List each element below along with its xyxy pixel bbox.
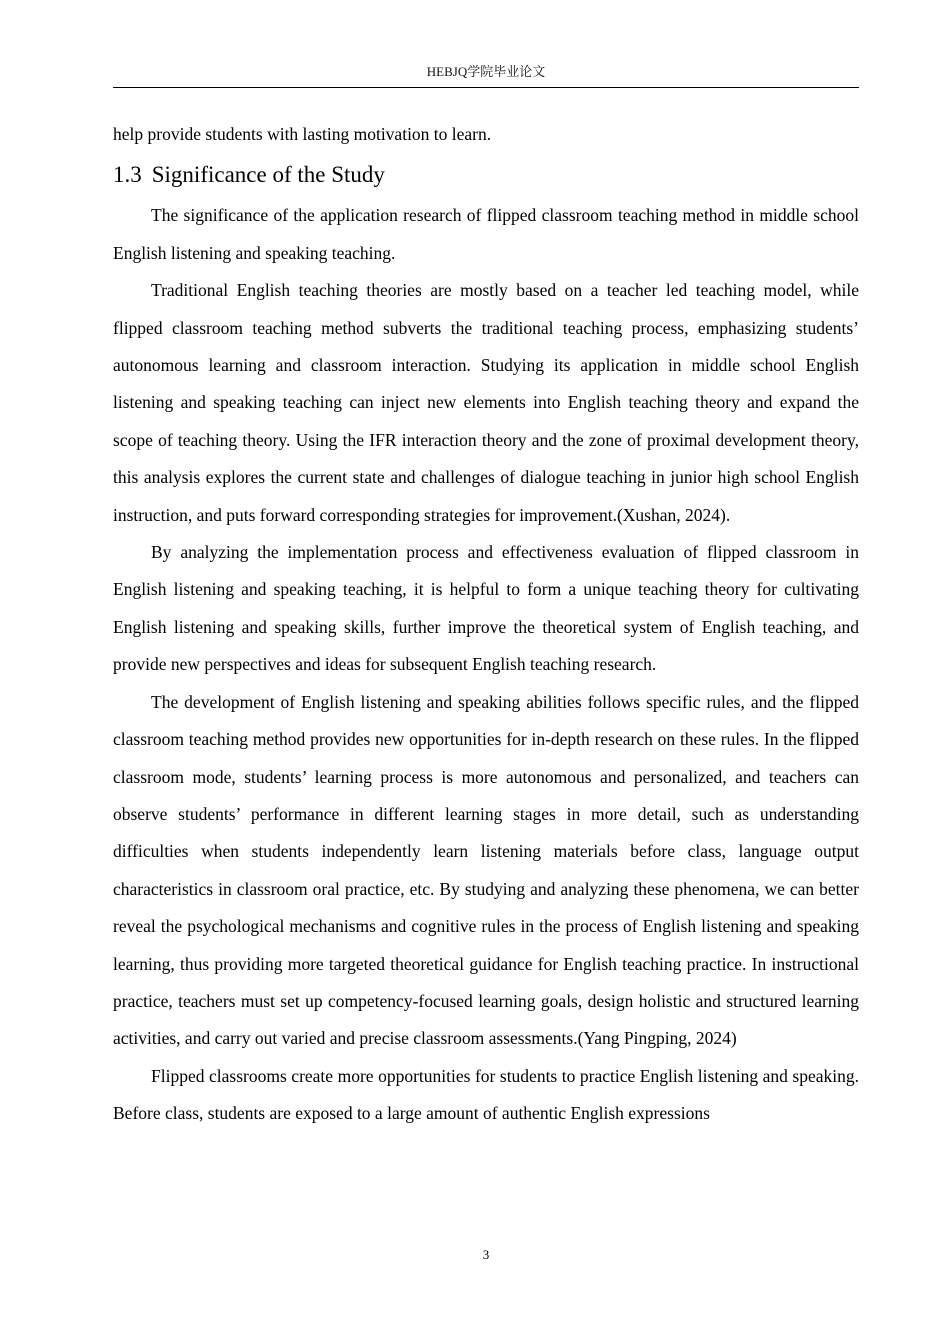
section-title: Significance of the Study xyxy=(151,162,385,188)
paragraph: Flipped classrooms create more opportunities for students to practice English listening and speaking. Before class, students are exposed to a large amount of authentic English expressions xyxy=(113,1065,859,1124)
paragraph: Traditional English teaching theories are mostly based on a teacher led teaching model, while flipped classroom teaching method subverts the traditional teaching process, emphasizing students’ autonomous learning and classroom interaction. Studying its application in middle school English listening and speaking teaching can inject new elements into English teaching theory and expand the scope of teaching theory. Using the IFR interaction theory and the zone of proximal development theory, this analysis explores the current state and challenges of dialogue teaching in junior high school English instruction, and puts forward corresponding strategies for improvement.(Xushan, 2024). xyxy=(113,280,859,525)
section-number: 1.3 xyxy=(113,162,142,188)
section-heading xyxy=(113,155,859,195)
paragraph: The significance of the application research of flipped classroom teaching method in middle school English listening and speaking teaching. xyxy=(113,205,859,263)
paragraph: By analyzing the implementation process and effectiveness evaluation of flipped classroom in English listening and speaking teaching, it is helpful to form a unique teaching theory for cultivating English listening and speaking skills, further improve the theoretical system of English teaching, and provide new perspectives and ideas for subsequent English teaching research. xyxy=(113,542,859,675)
running-header: HEBJQ学院毕业论文 xyxy=(426,64,546,79)
page-number: 3 xyxy=(482,1247,490,1262)
body-text xyxy=(113,116,859,1133)
paragraph: The development of English listening and speaking abilities follows specific rules, and the flipped classroom teaching method provides new opportunities for in-depth research on these rules. In the flipped classroom mode, students’ learning process is more autonomous and personalized, and teachers can observe students’ performance in different learning stages in more detail, such as understanding difficulties when students independently learn listening materials before class, language output characteristics in classroom oral practice, etc. By studying and analyzing these phenomena, we can better reveal the psychological mechanisms and cognitive rules in the process of English listening and speaking learning, thus providing more targeted theoretical guidance for English teaching practice. In instructional practice, teachers must set up competency-focused learning goals, design holistic and structured learning activities, and carry out varied and precise classroom assessments.(Yang Pingping, 2024) xyxy=(113,691,859,1049)
continuation-paragraph: help provide students with lasting motivation to learn. xyxy=(113,124,492,144)
header-rule xyxy=(113,87,859,88)
